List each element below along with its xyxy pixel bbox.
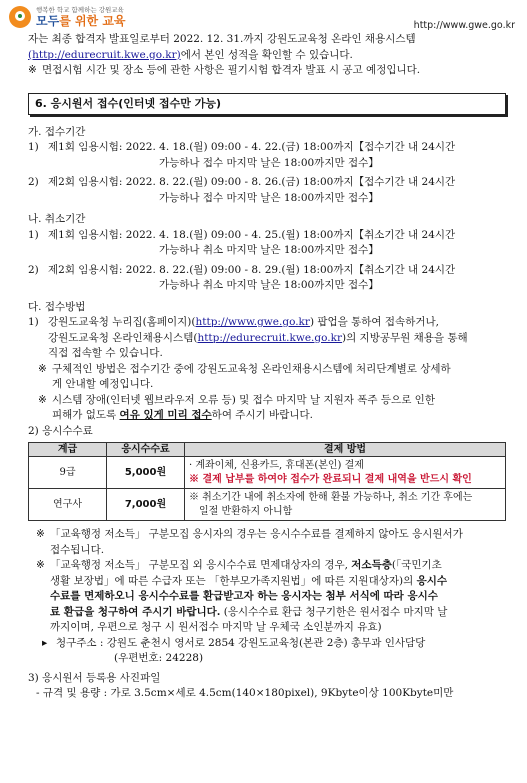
- method-note-2: ※ 시스템 장애(인터넷 웹브라우저 오류 등) 및 접수 마지막 날 지원자 폭주 등으로 인한 피해가 없도록 여유 있게 미리 접수하여 주시기 바랍니다.: [38, 393, 435, 421]
- claim-address: ▸ 청구주소 : 강원도 춘천시 영서로 2854 강원도교육청(본관 2층) 총무과 인사담당 (우편번호: 24228): [42, 636, 426, 664]
- fee-heading: 2) 응시수수료: [28, 424, 93, 437]
- section-title: 6. 응시원서 접수(인터넷 접수만 가능): [28, 93, 506, 115]
- list-item: 1) 제1회 임용시험: 2022. 4. 18.(월) 09:00 - 4. 22.(금) 18:00까지【접수기간 내 24시간 가능하나 접수 마지막 날은 18:00까지만 접수】: [28, 141, 456, 169]
- table-cell-grade: 9급: [29, 457, 107, 489]
- fee-note-2: ※ 「교육행정 저소득」 구분모집 외 응시수수료 면제대상자의 경우, 저소득층(「국민기초 생활 보장법」에 따른 수급자 또는 「한부모가족지원법」에 따른 지원대상자)의 응시수 수료를 면제하오니 응시수수료를 환급받고자 하는 응시자는 첨부 서식에 따라 응시수 료 환급을 청구하여 주시기 바랍니다. (응시수수료 환급 청구기한은 원서접수 마지막 날 까지이며, 우편으로 청구 시 원서접수 마지막 날 우체국 소인분까지 유효): [36, 559, 448, 633]
- logo-name: 모두를 위한 교육: [36, 14, 126, 28]
- fee-col-header: 계급: [29, 443, 107, 457]
- intro-line-1: 자는 최종 합격자 발표일로부터 2022. 12. 31.까지 강원도교육청 온라인 채용시스템: [28, 33, 416, 45]
- table-cell-fee: 5,000원: [107, 457, 185, 489]
- document-body: [28, 32, 508, 702]
- heading-da: 다. 접수방법: [28, 300, 86, 313]
- site-url: http://www.gwe.go.kr: [413, 20, 515, 31]
- heading-na: 나. 취소기간: [28, 213, 86, 225]
- edurecruit-link[interactable]: (http://edurecruit.kwe.go.kr): [28, 48, 181, 61]
- fee-table: [28, 442, 506, 521]
- table-cell-fee: 7,000원: [107, 489, 185, 521]
- method-item-1: 1) 강원도교육청 누리집(홈페이지)(http://www.gwe.go.kr) 팝업을 통하여 접속하거나, 강원도교육청 온라인채용시스템(http://edurecruit.kwe.go.kr)의 지방공무원 채용을 통해 직접 접속할 수 있습니다.: [28, 316, 468, 359]
- table-cell-method: ※ 취소기간 내에 취소자에 한해 환불 가능하나, 취소 기간 후에는 일절 반환하지 아니함: [185, 489, 506, 521]
- fee-col-header: 응시수수료: [107, 443, 185, 457]
- intro-line-2: (http://edurecruit.kwe.go.kr)에서 본인 성적을 확인할 수 있습니다.: [28, 48, 353, 61]
- edurecruit-link-2[interactable]: http://edurecruit.kwe.go.kr: [197, 331, 342, 344]
- photo-heading: 3) 응시원서 등록용 사진파일: [28, 671, 161, 684]
- photo-spec: - 규격 및 용량 : 가로 3.5cm×세로 4.5cm(140×180pixel), 9Kbyte이상 100Kbyte미만: [36, 687, 454, 699]
- table-cell-grade: 연구사: [29, 489, 107, 521]
- heading-ga: 가. 접수기간: [28, 125, 86, 138]
- logo-tagline: 행복한 학교 함께하는 강원교육: [36, 6, 124, 14]
- page-header: [0, 0, 527, 34]
- fee-col-header: 결제 방법: [185, 443, 506, 457]
- list-item: 2) 제2회 임용시험: 2022. 8. 22.(월) 09:00 - 8. 29.(월) 18:00까지【취소기간 내 24시간 가능하나 취소 마지막 날은 18:00까지만 접수】: [28, 263, 456, 291]
- logo-emblem-icon: [9, 6, 31, 28]
- list-item: 1) 제1회 임용시험: 2022. 4. 18.(월) 09:00 - 4. 25.(월) 18:00까지【취소기간 내 24시간 가능하나 취소 마지막 날은 18:00까지만 접수】: [28, 228, 456, 256]
- interview-note: ※ 면접시험 시간 및 장소 등에 관한 사항은 필기시험 합격자 발표 시 공고 예정입니다.: [28, 64, 421, 76]
- list-item: 2) 제2회 임용시험: 2022. 8. 22.(월) 09:00 - 8. 26.(금) 18:00까지【접수기간 내 24시간 가능하나 접수 마지막 날은 18:00까지만 접수】: [28, 176, 456, 204]
- logo: [9, 6, 126, 28]
- table-cell-method: · 계좌이체, 신용카드, 휴대폰(본인) 결제 ※ 결제 납부를 하여야 접수가 완료되니 결제 내역을 반드시 확인: [185, 457, 506, 489]
- method-note-1: ※ 구체적인 방법은 접수기간 중에 강원도교육청 온라인채용시스템에 처리단계별로 상세하 게 안내할 예정입니다.: [38, 362, 451, 390]
- fee-note-1: ※ 「교육행정 저소득」 구분모집 응시자의 경우는 응시수수료를 결제하지 않아도 응시원서가 접수됩니다.: [36, 528, 463, 556]
- gwe-link[interactable]: http://www.gwe.go.kr: [195, 316, 310, 328]
